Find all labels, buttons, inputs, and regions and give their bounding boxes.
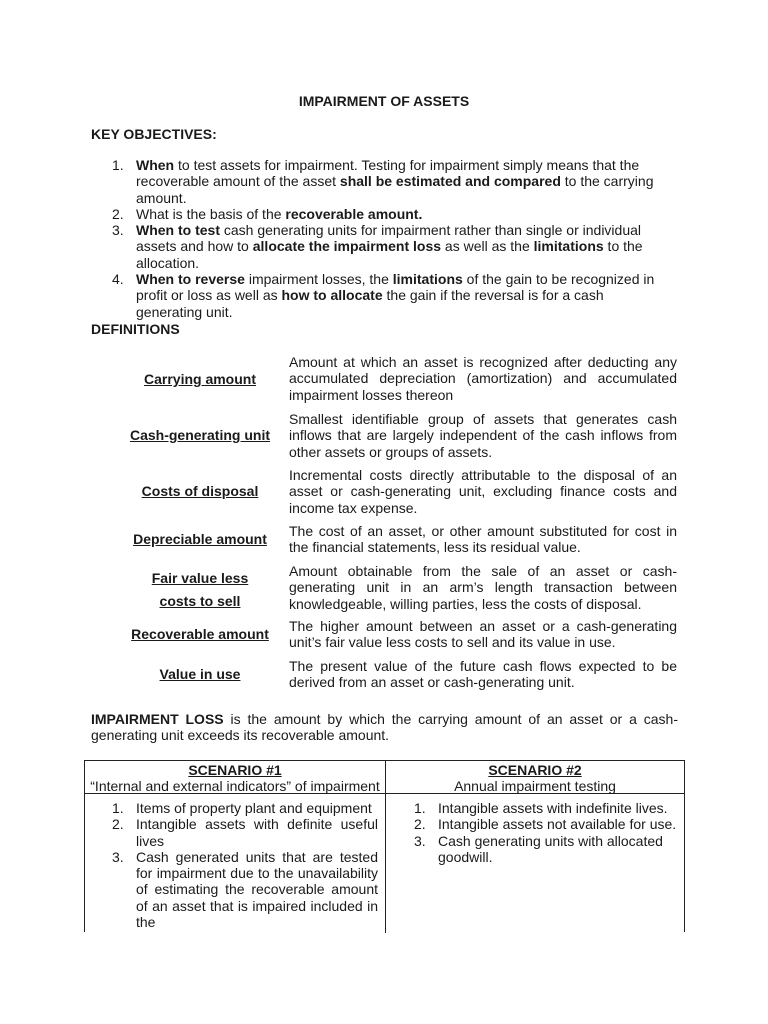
scenario-item xyxy=(112,816,378,849)
objective-item xyxy=(112,222,672,271)
objective-number: 4. xyxy=(112,271,124,288)
objective-number: 2. xyxy=(112,205,124,222)
definition-text: The cost of an asset, or other amount substituted for cost in the financial statements, less its residual value. xyxy=(289,523,677,556)
definition-term-line: costs to sell xyxy=(159,593,241,609)
scenario-item xyxy=(414,816,678,832)
impairment-loss-paragraph xyxy=(91,711,678,744)
objective-text-bold: shall be estimated and compared xyxy=(339,173,561,190)
objective-item xyxy=(112,157,672,206)
scenario-item-number: 3. xyxy=(414,832,426,849)
scenario-table xyxy=(84,760,685,932)
impairment-loss-text: is the amount by which the carrying amount of an asset or a cash-generating unit exceeds its recoverable amount. xyxy=(91,711,678,744)
objective-text: the gain if the reversal is for a cash generating unit. xyxy=(136,287,604,320)
objective-text-bold: When to test xyxy=(136,222,220,239)
scenario-item-number: 3. xyxy=(112,848,124,865)
scenario-subtitle: Annual impairment testing xyxy=(454,778,616,795)
scenario-1-list xyxy=(112,800,378,930)
scenario-item-text: Cash generating units with allocated goodwill. xyxy=(438,832,663,865)
objective-text-bold: limitations xyxy=(392,271,463,288)
objective-text: to test assets for impairment. Testing for impairment simply means that the recoverable amount of the asset xyxy=(136,157,640,190)
definition-text: The higher amount between an asset or a cash-generating unit’s fair value less costs to sell and its value in use. xyxy=(289,618,677,651)
objective-text-bold: When xyxy=(136,157,175,173)
objective-text-bold: limitations xyxy=(533,238,604,255)
definitions-heading: DEFINITIONS xyxy=(91,321,180,337)
objective-text: impairment losses, the xyxy=(244,271,393,288)
impairment-loss-term: IMPAIRMENT LOSS xyxy=(91,711,224,727)
objective-text-bold: recoverable amount. xyxy=(285,205,423,222)
definition-text: Amount obtainable from the sale of an asset or cash-generating unit in an arm’s length transaction between knowledgeable, willing parties, less the costs of disposal. xyxy=(289,563,677,612)
objective-text: as well as the xyxy=(441,238,534,255)
objective-text: cash generating units for impairment rather than single or individual assets and how to xyxy=(136,222,642,255)
objective-number: 1. xyxy=(112,157,124,173)
objective-text: to the allocation. xyxy=(136,238,643,271)
scenario-item-number: 1. xyxy=(414,800,426,816)
definition-term: Costs of disposal xyxy=(141,483,259,499)
objective-text: What is the basis of the xyxy=(136,205,286,222)
scenario-title: SCENARIO #1 xyxy=(188,762,282,778)
objective-text-bold: When to reverse xyxy=(136,271,245,288)
scenario-item-text: Intangible assets with indefinite lives. xyxy=(438,800,668,816)
scenario-2-list xyxy=(414,800,678,865)
definition-text: Smallest identifiable group of assets that generates cash inflows that are largely independent of the cash inflows from other assets or groups of assets. xyxy=(289,411,677,460)
scenario-item-text: Intangible assets not available for use. xyxy=(438,816,677,833)
definition-term: Recoverable amount xyxy=(131,626,269,642)
page-title: IMPAIRMENT OF ASSETS xyxy=(298,93,470,109)
key-objectives-list xyxy=(112,157,672,320)
objective-item xyxy=(112,271,672,320)
definition-term xyxy=(128,567,272,613)
objective-text-bold: how to allocate xyxy=(281,287,383,304)
key-objectives-heading: KEY OBJECTIVES: xyxy=(91,126,217,142)
objective-number: 3. xyxy=(112,222,124,239)
objective-text: of the gain to be recognized in profit or loss as well as xyxy=(136,271,655,304)
definition-text: The present value of the future cash flows expected to be derived from an asset or cash-generating unit. xyxy=(289,658,677,691)
scenario-title: SCENARIO #2 xyxy=(488,762,582,778)
definition-text: Amount at which an asset is recognized after deducting any accumulated depreciation (amortization) and accumulated impairment losses thereon xyxy=(289,354,677,403)
scenario-item-text: Items of property plant and equipment xyxy=(136,800,372,816)
scenario-item-text: Cash generated units that are tested for impairment due to the unavailability of estimating the recoverable amount of an asset that is impaired included in the xyxy=(136,848,378,931)
definition-text: Incremental costs directly attributable to the disposal of an asset or cash-generating unit, excluding finance costs and income tax expense. xyxy=(289,467,677,516)
objective-item xyxy=(112,206,672,222)
objective-text-bold: allocate the impairment loss xyxy=(252,238,442,255)
definition-term: Value in use xyxy=(159,666,241,682)
definition-term-line: Fair value less xyxy=(151,570,249,586)
scenario-item-number: 2. xyxy=(414,816,426,833)
scenario-item xyxy=(112,849,378,930)
definition-term: Carrying amount xyxy=(143,371,256,387)
definition-term: Depreciable amount xyxy=(133,531,267,547)
scenario-subtitle: “Internal and external indicators” of impairment xyxy=(90,778,380,795)
scenario-item xyxy=(414,833,678,866)
scenario-item xyxy=(112,800,378,816)
scenario-item-text: Intangible assets with definite useful lives xyxy=(136,816,378,849)
scenario-1-header xyxy=(85,762,385,795)
scenario-item-number: 2. xyxy=(112,816,124,833)
definition-term: Cash-generating unit xyxy=(129,427,270,443)
scenario-2-header xyxy=(385,762,685,795)
scenario-item-number: 1. xyxy=(112,800,124,816)
objective-text: to the carrying amount. xyxy=(136,173,654,206)
scenario-item xyxy=(414,800,678,816)
